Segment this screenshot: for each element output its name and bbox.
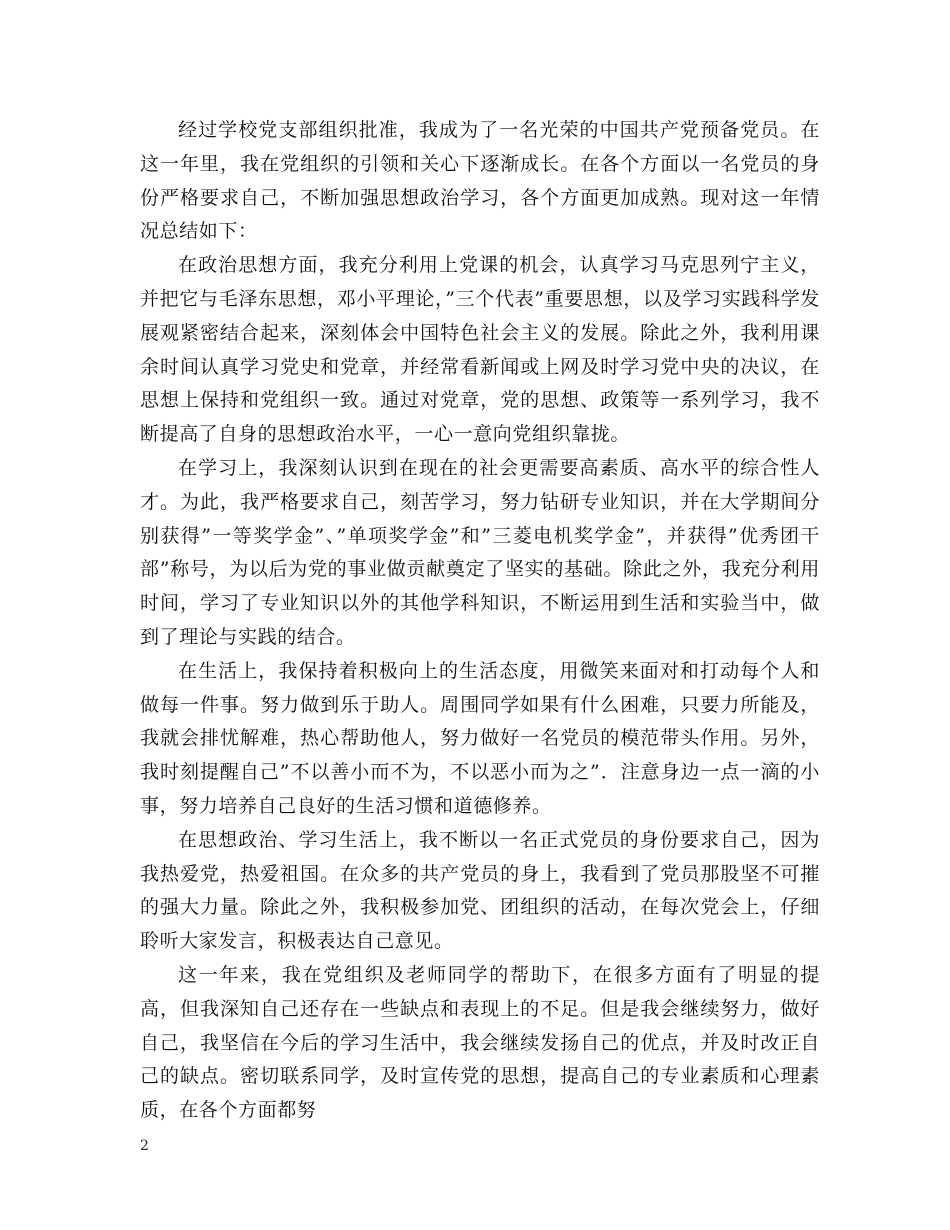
paragraph-life: 在生活上，我保持着积极向上的生活态度，用微笑来面对和打动每个人和做每一件事。努力做到乐于助人。周围同学如果有什么困难，只要力所能及，我就会排忧解难，热心帮助他人，努力做好一名党员的模范带头作用。另外，我时刻提醒自己”不以善小而不为，不以恶小而为之”．注意身边一点一滴的小事，努力培养自己良好的生活习惯和道德修养。 [140, 659, 820, 817]
paragraph-intro: 经过学校党支部组织批准，我成为了一名光荣的中国共产党预备党员。在这一年里，我在党组织的引领和关心下逐渐成长。在各个方面以一名党员的身份严格要求自己，不断加强思想政治学习，各个方面更加成熟。现对这一年情况总结如下： [140, 119, 820, 243]
document-body [140, 114, 820, 1128]
paragraph-ideology-and-life: 在思想政治、学习生活上，我不断以一名正式党员的身份要求自己，因为我热爱党，热爱祖国。在众多的共产党员的身上，我看到了党员那股坚不可摧的强大力量。除此之外，我积极参加党、团组织的活动，在每次党会上，仔细聆听大家发言，积极表达自己意见。 [140, 828, 820, 953]
page-number: 2 [140, 1138, 149, 1154]
paragraph-summary: 这一年来，我在党组织及老师同学的帮助下，在很多方面有了明显的提高，但我深知自己还存在一些缺点和表现上的不足。但是我会继续努力，做好自己，我坚信在今后的学习生活中，我会继续发扬自己的优点，并及时改正自己的缺点。密切联系同学，及时宣传党的思想，提高自己的专业素质和心理素质，在各个方面都努 [140, 963, 820, 1122]
paragraph-political-thought: 在政治思想方面，我充分利用上党课的机会，认真学习马克思列宁主义，并把它与毛泽东思想，邓小平理论，”三个代表”重要思想，以及学习实践科学发展观紧密结合起来，深刻体会中国特色社会主义的发展。除此之外，我利用课余时间认真学习党史和党章，并经常看新闻或上网及时学习党中央的决议，在思想上保持和党组织一致。通过对党章，党的思想、政策等一系列学习，我不断提高了自身的思想政治水平，一心一意向党组织靠拢。 [140, 254, 820, 446]
paragraph-study: 在学习上，我深刻认识到在现在的社会更需要高素质、高水平的综合性人才。为此，我严格要求自己，刻苦学习，努力钻研专业知识，并在大学期间分别获得”一等奖学金”、”单项奖学金”和”三菱电机奖学金”，并获得”优秀团干部”称号，为以后为党的事业做贡献奠定了坚实的基础。除此之外，我充分利用时间，学习了专业知识以外的其他学科知识，不断运用到生活和实验当中，做到了理论与实践的结合。 [140, 456, 820, 648]
